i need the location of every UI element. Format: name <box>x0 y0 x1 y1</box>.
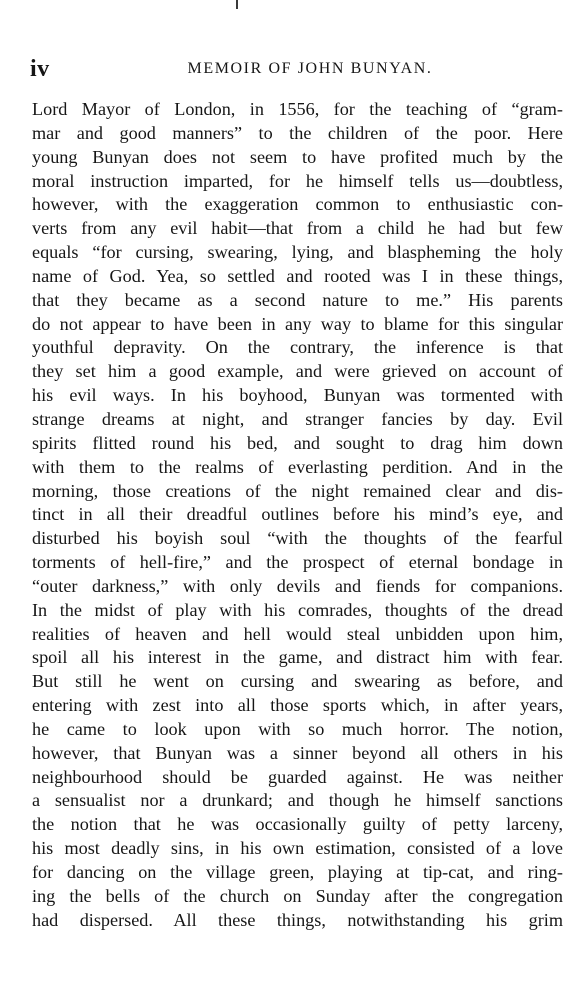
text-line: he came to look upon with so much horror. The notion, <box>32 718 563 739</box>
text-line: Lord Mayor of London, in 1556, for the teaching of “gram- <box>32 99 563 119</box>
text-line: verts from any evil habit—that from a child he had but few <box>32 218 563 239</box>
text-line: ing the bells of the church on Sunday after the congregation <box>32 885 563 906</box>
text-line: do not appear to have been in any way to blame for this singular <box>32 313 563 334</box>
text-line: In the midst of play with his comrades, thoughts of the dread <box>32 599 563 620</box>
print-speck <box>236 0 238 9</box>
text-line: with them to the realms of everlasting perdition. And in the <box>32 456 563 477</box>
text-line: his most deadly sins, in his own estimation, consisted of a love <box>32 838 563 859</box>
text-line: had dispersed. All these things, notwithstanding his grim <box>32 909 563 930</box>
text-line: mar and good manners” to the children of the poor. Here <box>32 122 563 143</box>
running-head <box>30 56 550 82</box>
text-line: they set him a good example, and were grieved on account of <box>32 361 563 382</box>
text-line: his evil ways. In his boyhood, Bunyan was tormented with <box>32 385 563 406</box>
body-text <box>32 98 563 933</box>
text-line: young Bunyan does not seem to have profited much by the <box>32 146 563 167</box>
text-line: morning, those creations of the night remained clear and dis- <box>32 480 563 501</box>
text-line: realities of heaven and hell would steal unbidden upon him, <box>32 623 563 644</box>
text-line: for dancing on the village green, playing at tip-cat, and ring- <box>32 862 563 882</box>
text-line: disturbed his boyish soul “with the thoughts of the fearful <box>32 528 563 549</box>
text-line: moral instruction imparted, for he himself tells us—doubtless, <box>32 170 563 191</box>
text-line: however, with the exaggeration common to enthusiastic con- <box>32 194 563 215</box>
text-line: that they became as a second nature to me.” His parents <box>32 289 563 310</box>
text-line: however, that Bunyan was a sinner beyond all others in his <box>32 742 563 763</box>
text-line: torments of hell-fire,” and the prospect of eternal bondage in <box>32 552 563 573</box>
text-line: a sensualist nor a drunkard; and though he himself sanctions <box>32 790 563 811</box>
text-line: equals “for cursing, swearing, lying, and blaspheming the holy <box>32 242 563 263</box>
text-line: neighbourhood should be guarded against. He was neither <box>32 766 563 787</box>
text-line: “outer darkness,” with only devils and fiends for companions. <box>32 575 563 596</box>
text-line: spirits flitted round his bed, and sought to drag him down <box>32 432 563 453</box>
text-line: entering with zest into all those sports which, in after years, <box>32 695 563 716</box>
text-line: the notion that he was occasionally guilty of petty larceny, <box>32 814 563 835</box>
running-title: MEMOIR OF JOHN BUNYAN. <box>187 60 433 77</box>
text-line: But still he went on cursing and swearing as before, and <box>32 671 563 692</box>
text-line: tinct in all their dreadful outlines before his mind’s eye, and <box>32 504 563 525</box>
text-line: name of God. Yea, so settled and rooted was I in these things, <box>32 265 563 286</box>
page-number: iv <box>30 56 50 82</box>
text-line: strange dreams at night, and stranger fancies by day. Evil <box>32 408 563 429</box>
text-line: spoil all his interest in the game, and distract him with fear. <box>32 647 563 668</box>
text-line: youthful depravity. On the contrary, the inference is that <box>32 337 563 358</box>
